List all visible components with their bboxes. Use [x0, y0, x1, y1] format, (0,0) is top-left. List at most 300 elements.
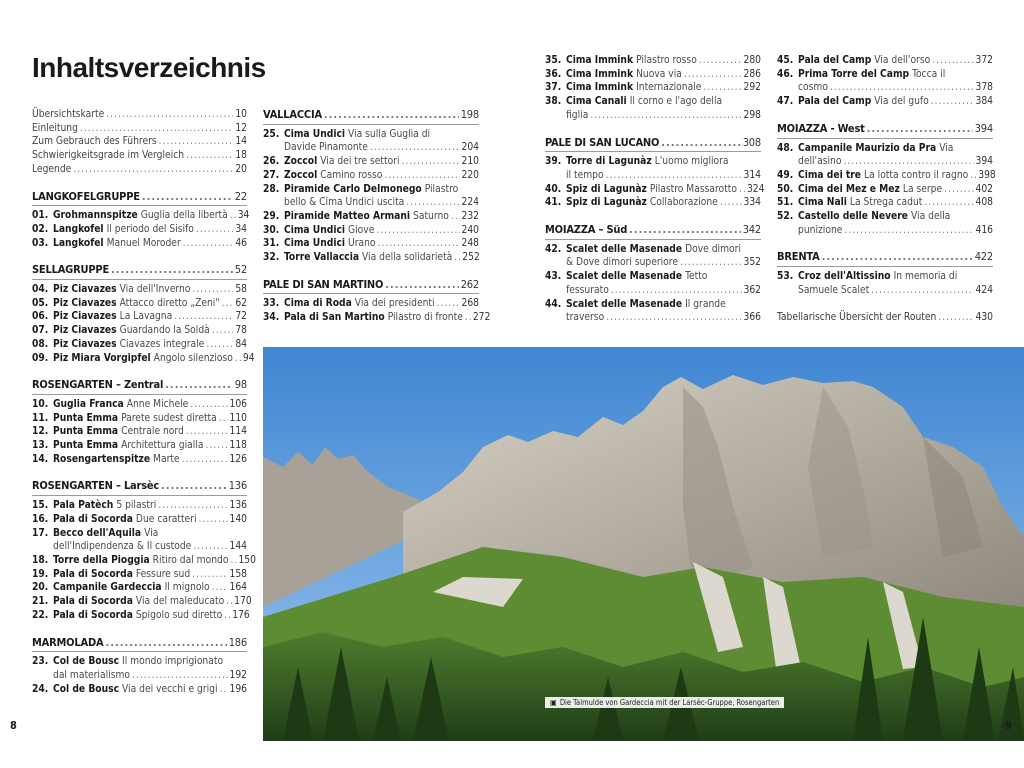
page-ref: 224 [461, 197, 479, 209]
route-title [566, 68, 682, 82]
toc-entry[interactable] [545, 68, 761, 82]
toc-entry-row [32, 425, 247, 439]
route-title [53, 398, 188, 412]
route-name: Grohmannspitze [53, 210, 138, 222]
route-subtitle: Guglia della libertà [140, 210, 228, 222]
route-subtitle-continued: cosmo [798, 82, 828, 94]
dot-leader [844, 224, 973, 238]
toc-entry-row [32, 655, 247, 669]
route-name: Pala di Socorda [53, 513, 133, 525]
route-subtitle: Pilastro di fronte [387, 312, 463, 324]
dot-leader [451, 210, 460, 224]
route-number: 10. [32, 398, 49, 410]
route-subtitle-continued: figlia [566, 109, 589, 121]
toc-entry-row [777, 169, 996, 183]
toc-entry[interactable] [32, 453, 247, 467]
section-heading[interactable] [545, 136, 761, 153]
section-title: MOIAZZA – Süd [545, 223, 628, 237]
route-number: 01. [32, 210, 49, 222]
route-subtitle: Camino rosso [320, 169, 383, 181]
toc-entry[interactable] [32, 568, 247, 582]
route-number: 03. [32, 237, 49, 249]
toc-entry-row [32, 527, 247, 541]
toc-entry[interactable] [32, 527, 247, 554]
toc-entry[interactable] [545, 196, 761, 210]
route-title [798, 183, 942, 197]
page-ref: 430 [975, 311, 993, 323]
toc-entry-row [263, 128, 479, 142]
route-name: Becco dell'Aquila [53, 527, 142, 539]
dot-leader [384, 169, 459, 183]
dot-leader [142, 190, 233, 204]
toc-entry-row [263, 311, 491, 325]
toc-section [32, 263, 255, 365]
route-number: 25. [263, 128, 280, 140]
toc-entry[interactable] [263, 224, 479, 238]
page-ref: 402 [975, 183, 993, 195]
toc-entry-row [32, 595, 252, 609]
route-name: Pala di San Martino [284, 312, 385, 324]
route-name: Spiz di Lagunàz [566, 197, 647, 209]
route-number: 07. [32, 325, 49, 337]
toc-entry[interactable] [263, 183, 479, 210]
toc-entry[interactable] [32, 283, 247, 297]
section-heading-row [263, 278, 479, 292]
page-ref: 140 [229, 513, 247, 525]
dot-leader [661, 136, 740, 150]
toc-entry[interactable] [32, 425, 247, 439]
section-title: PALE DI SAN LUCANO [545, 135, 660, 149]
route-subtitle-continued: punizione [798, 224, 843, 236]
toc-entry[interactable] [32, 209, 250, 223]
photo-caption-text: Die Talmulde von Gardeccia mit der Larsèc-Gruppe, Rosengarten [559, 698, 780, 707]
route-title [53, 453, 180, 467]
route-title [53, 439, 204, 453]
route-title [53, 609, 222, 623]
route-name: Cima di Roda [284, 298, 352, 310]
section-heading[interactable] [263, 108, 479, 125]
toc-entry-row [777, 196, 993, 210]
dot-leader [931, 95, 974, 109]
toc-column-3 [545, 54, 765, 325]
route-subtitle: Architettura gialla [121, 440, 204, 452]
section-heading[interactable] [545, 223, 761, 240]
dot-leader [843, 155, 973, 169]
toc-entry[interactable] [32, 310, 247, 324]
route-subtitle: Pilastro Massarotto [649, 183, 737, 195]
dot-leader [186, 149, 233, 163]
route-title [284, 237, 376, 251]
toc-entry[interactable] [263, 169, 479, 183]
route-subtitle: Via dei presidenti [354, 298, 435, 310]
route-subtitle-continued: bello & Cima Undici uscita [284, 197, 405, 209]
dot-leader [970, 169, 976, 183]
route-number: 02. [32, 223, 49, 235]
dot-leader [165, 378, 233, 392]
section-heading-row [777, 122, 993, 136]
toc-entry-row [32, 283, 247, 297]
route-subtitle: Via sulla Guglia di [348, 128, 431, 140]
dot-leader [111, 263, 233, 277]
route-title [798, 68, 945, 82]
route-number: 24. [32, 683, 49, 695]
toc-entry-row [545, 155, 761, 169]
page-ref: 78 [235, 325, 247, 337]
toc-entry-continuation [545, 311, 761, 325]
final-label: Tabellarische Übersicht der Routen [777, 311, 937, 323]
toc-entry[interactable] [777, 270, 993, 297]
dot-leader [454, 251, 460, 265]
route-name: Croz dell'Altissino [798, 271, 891, 283]
route-number: 21. [32, 596, 49, 608]
route-subtitle-continued: & Dove dimori superiore [566, 257, 678, 269]
route-number: 22. [32, 609, 49, 621]
dot-leader [73, 163, 233, 177]
toc-entry-row [777, 183, 993, 197]
toc-entry-continuation [777, 81, 993, 95]
route-title [284, 224, 374, 238]
toc-entry-row [32, 439, 247, 453]
toc-entry-row [545, 243, 761, 257]
page-ref: 334 [743, 197, 761, 209]
route-subtitle-continued: traverso [566, 312, 605, 324]
toc-entry[interactable] [777, 142, 993, 169]
page-ref: 98 [234, 378, 247, 392]
route-number: 23. [32, 656, 49, 668]
toc-entry[interactable] [545, 95, 761, 122]
toc-entry[interactable] [777, 196, 993, 210]
toc-entry[interactable] [777, 210, 993, 237]
toc-entry[interactable] [32, 223, 247, 237]
route-name: Punta Emma [53, 426, 119, 438]
route-subtitle-continued: Samuele Scalet [798, 284, 870, 296]
page-ref: 308 [742, 135, 761, 149]
toc-entry-row [32, 499, 247, 513]
section-title: SELLAGRUPPE [32, 263, 110, 277]
route-subtitle: La Lavagna [119, 311, 173, 323]
toc-entry-row [32, 513, 247, 527]
toc-entry[interactable] [32, 398, 247, 412]
route-name: Punta Emma [53, 440, 119, 452]
dot-leader [406, 196, 459, 210]
route-subtitle: Tetto [685, 271, 708, 283]
toc-entry-row [32, 149, 247, 163]
section-heading-row [545, 223, 761, 237]
dot-leader [80, 122, 233, 136]
mountain-landscape-illustration [263, 347, 1024, 741]
section-title: PALE DI SAN MARTINO [263, 277, 384, 291]
toc-entry-row [32, 338, 247, 352]
page-ref: 176 [232, 609, 250, 621]
toc-entry[interactable] [263, 155, 479, 169]
route-title [566, 155, 729, 169]
page-ref: 144 [229, 541, 247, 553]
toc-entry-row [32, 122, 247, 136]
route-subtitle: La lotta contro il ragno [864, 169, 969, 181]
toc-entry[interactable] [545, 298, 761, 325]
toc-entry[interactable] [777, 183, 993, 197]
route-title [798, 169, 968, 183]
route-subtitle: Urano [348, 238, 376, 250]
route-subtitle: Ciavazes integrale [119, 338, 205, 350]
route-subtitle: L'uomo migliora [654, 156, 729, 168]
route-name: Torre di Lagunàz [566, 156, 652, 168]
route-number: 35. [545, 55, 562, 66]
route-name: Rosengartenspitze [53, 453, 151, 465]
route-subtitle: Via dell'Inverno [119, 284, 191, 296]
route-title [566, 243, 741, 257]
route-subtitle: Tocca il [912, 68, 946, 80]
route-number: 37. [545, 82, 562, 94]
route-name: Pala di Socorda [53, 609, 133, 621]
page-ref: 324 [746, 183, 765, 195]
route-name: Langkofel [53, 223, 104, 235]
toc-entry-row [545, 81, 761, 95]
toc-continued-list [545, 54, 761, 123]
toc-entry-row [32, 310, 247, 324]
dot-leader [222, 297, 234, 311]
route-subtitle: Il periodo del Sisifo [106, 223, 194, 235]
page-ref: 394 [975, 156, 993, 168]
route-name: Scalet delle Masenade [566, 298, 683, 310]
page-ref: 72 [235, 311, 247, 323]
route-title [53, 595, 224, 609]
dot-leader [226, 595, 232, 609]
toc-entry[interactable] [32, 338, 247, 352]
dot-leader [944, 183, 973, 197]
page-ref: 298 [743, 109, 761, 121]
section-heading[interactable] [32, 378, 247, 395]
toc-entry-continuation [777, 224, 993, 238]
route-subtitle: Due caratteri [135, 513, 197, 525]
intro-list [32, 108, 247, 177]
toc-entry-continuation [545, 109, 761, 123]
toc-final-entry[interactable] [777, 311, 993, 325]
dot-leader [924, 196, 973, 210]
section-heading[interactable] [777, 250, 993, 267]
route-subtitle: Via dei tre settori [320, 156, 400, 168]
route-name: Cima Immink [566, 68, 634, 80]
page-ref: 314 [743, 169, 761, 181]
toc-entry-row [545, 196, 761, 210]
section-title: MARMOLADA [32, 635, 104, 649]
section-heading[interactable] [32, 263, 247, 280]
page-ref: 362 [743, 284, 761, 296]
route-name: Torre Vallaccia [284, 252, 360, 264]
route-number: 43. [545, 271, 562, 283]
toc-intro-entry[interactable] [32, 163, 247, 177]
route-title [798, 196, 922, 210]
page-number-right: 9 [1005, 719, 1012, 732]
route-name: Pala del Camp [798, 96, 872, 108]
route-title [284, 297, 435, 311]
route-name: Punta Emma [53, 412, 119, 424]
route-name: Zoccol [284, 169, 318, 181]
route-number: 14. [32, 453, 49, 465]
dot-leader [680, 256, 742, 270]
intro-label: Schwierigkeitsgrade im Vergleich [32, 150, 185, 162]
route-number: 39. [545, 156, 562, 168]
dot-leader [437, 297, 460, 311]
page-ref: 268 [461, 298, 479, 310]
intro-label: Zum Gebrauch des Führers [32, 136, 157, 148]
toc-entry-continuation [263, 196, 479, 210]
route-subtitle: Parete sudest diretta [121, 412, 217, 424]
route-title [53, 554, 228, 568]
section-heading[interactable] [32, 636, 247, 653]
toc-entry[interactable] [32, 595, 252, 609]
route-subtitle: Anne Michele [126, 398, 189, 410]
page-ref: 422 [974, 250, 993, 264]
route-subtitle: Fessure sud [135, 568, 191, 580]
page-ref: 280 [743, 55, 761, 66]
route-subtitle-continued: fessurato [566, 284, 609, 296]
toc-entry[interactable] [545, 81, 761, 95]
page-ref: 10 [235, 109, 247, 120]
page-ref: 366 [743, 312, 761, 324]
route-name: Prima Torre del Camp [798, 68, 910, 80]
toc-entry[interactable] [263, 251, 479, 265]
toc-entry[interactable] [263, 311, 491, 325]
toc-entry[interactable] [545, 270, 761, 297]
toc-final-entry-wrap [777, 311, 993, 325]
toc-entry[interactable] [777, 68, 993, 95]
dot-leader [132, 669, 227, 683]
toc-entry[interactable] [32, 237, 247, 251]
route-subtitle: Ritiro dal mondo [152, 554, 229, 566]
section-heading-row [32, 479, 247, 493]
section-title: ROSENGARTEN – Larsèc [32, 479, 160, 493]
toc-entry[interactable] [32, 683, 247, 697]
toc-entry[interactable] [32, 554, 256, 568]
page-ref: 170 [234, 596, 252, 608]
section-heading[interactable] [263, 278, 479, 295]
route-number: 28. [263, 183, 280, 195]
toc-entry[interactable] [32, 439, 247, 453]
page-ref: 232 [461, 210, 479, 222]
toc-entry[interactable] [545, 155, 761, 182]
toc-entry[interactable] [263, 237, 479, 251]
section-heading[interactable] [777, 122, 993, 139]
toc-intro-entry[interactable] [32, 108, 247, 122]
route-name: Spiz di Lagunàz [566, 183, 647, 195]
photo-caption [545, 697, 784, 708]
toc-entry[interactable] [263, 210, 479, 224]
toc-intro-entry[interactable] [32, 135, 247, 149]
route-subtitle: Attacco diretto „Zeni" [119, 297, 220, 309]
route-name: Guglia Franca [53, 398, 124, 410]
section-heading[interactable] [32, 479, 247, 496]
dot-leader [402, 155, 460, 169]
route-number: 13. [32, 440, 49, 452]
toc-entry[interactable] [32, 655, 247, 682]
dot-leader [206, 439, 228, 453]
route-name: Cima Canali [566, 96, 627, 108]
section-heading-row [545, 136, 761, 150]
route-number: 04. [32, 284, 49, 296]
route-number: 19. [32, 568, 49, 580]
toc-intro-entry[interactable] [32, 122, 247, 136]
toc-entry-row [32, 554, 256, 568]
route-subtitle: Collaborazione [649, 197, 718, 209]
section-heading-row [32, 378, 247, 392]
dot-leader [324, 108, 459, 122]
toc-entry-row [263, 251, 479, 265]
route-name: Scalet delle Masenade [566, 271, 683, 283]
dot-leader [830, 81, 974, 95]
route-number: 53. [777, 271, 794, 283]
toc-intro-entry[interactable] [32, 149, 247, 163]
route-name: Campanile Gardeccia [53, 582, 162, 594]
route-number: 17. [32, 527, 49, 539]
dot-leader [376, 224, 459, 238]
toc-entry[interactable] [32, 297, 247, 311]
route-number: 27. [263, 169, 280, 181]
page-ref: 34 [237, 210, 250, 222]
toc-entry[interactable] [263, 128, 479, 155]
route-number: 26. [263, 156, 280, 168]
toc-entry-row [32, 237, 247, 251]
dot-leader [611, 284, 742, 298]
route-name: Piramide Matteo Armani [284, 210, 411, 222]
toc-entry[interactable] [545, 54, 761, 68]
route-title [53, 237, 181, 251]
toc-entry[interactable] [32, 324, 247, 338]
toc-entry-continuation [263, 141, 479, 155]
toc-entry-row [545, 298, 761, 312]
toc-entry[interactable] [32, 581, 247, 595]
section-title: LANGKOFELGRUPPE [32, 189, 140, 203]
toc-entry[interactable] [32, 609, 250, 623]
route-title [53, 412, 217, 426]
dot-leader [158, 499, 227, 513]
page-ref: 34 [235, 223, 247, 235]
route-subtitle: Il corno e l'ago della [629, 96, 723, 108]
toc-entry[interactable] [32, 499, 247, 513]
toc-entry[interactable] [32, 412, 247, 426]
route-name: Piz Ciavazes [53, 284, 117, 296]
page-ref: 220 [461, 169, 479, 181]
route-title [566, 183, 737, 197]
toc-section [32, 636, 247, 697]
toc-entry-row [545, 270, 761, 284]
route-subtitle: La Strega cadut [849, 197, 923, 209]
mountain-photo [263, 347, 1024, 741]
page-ref: 378 [975, 82, 993, 94]
route-title [53, 425, 184, 439]
page-ref: 62 [235, 297, 247, 309]
route-name: Pala Patèch [53, 500, 114, 512]
section-heading-row [263, 108, 479, 122]
toc-entry[interactable] [263, 297, 479, 311]
dot-leader [867, 122, 973, 136]
dot-leader [235, 352, 241, 366]
dot-leader [378, 237, 460, 251]
section-heading-row [32, 263, 247, 277]
toc-entry[interactable] [777, 95, 993, 109]
section-heading[interactable] [32, 190, 247, 207]
route-subtitle: Spigolo sud diretto [135, 609, 223, 621]
toc-entry[interactable] [545, 183, 765, 197]
toc-entry[interactable] [777, 54, 993, 68]
toc-entry-row [777, 210, 993, 224]
page-ref: 384 [975, 96, 993, 108]
toc-entry[interactable] [545, 243, 761, 270]
toc-entry[interactable] [777, 169, 996, 183]
page-ref: 252 [462, 252, 480, 264]
toc-entry[interactable] [32, 513, 247, 527]
toc-entry[interactable] [32, 352, 255, 366]
